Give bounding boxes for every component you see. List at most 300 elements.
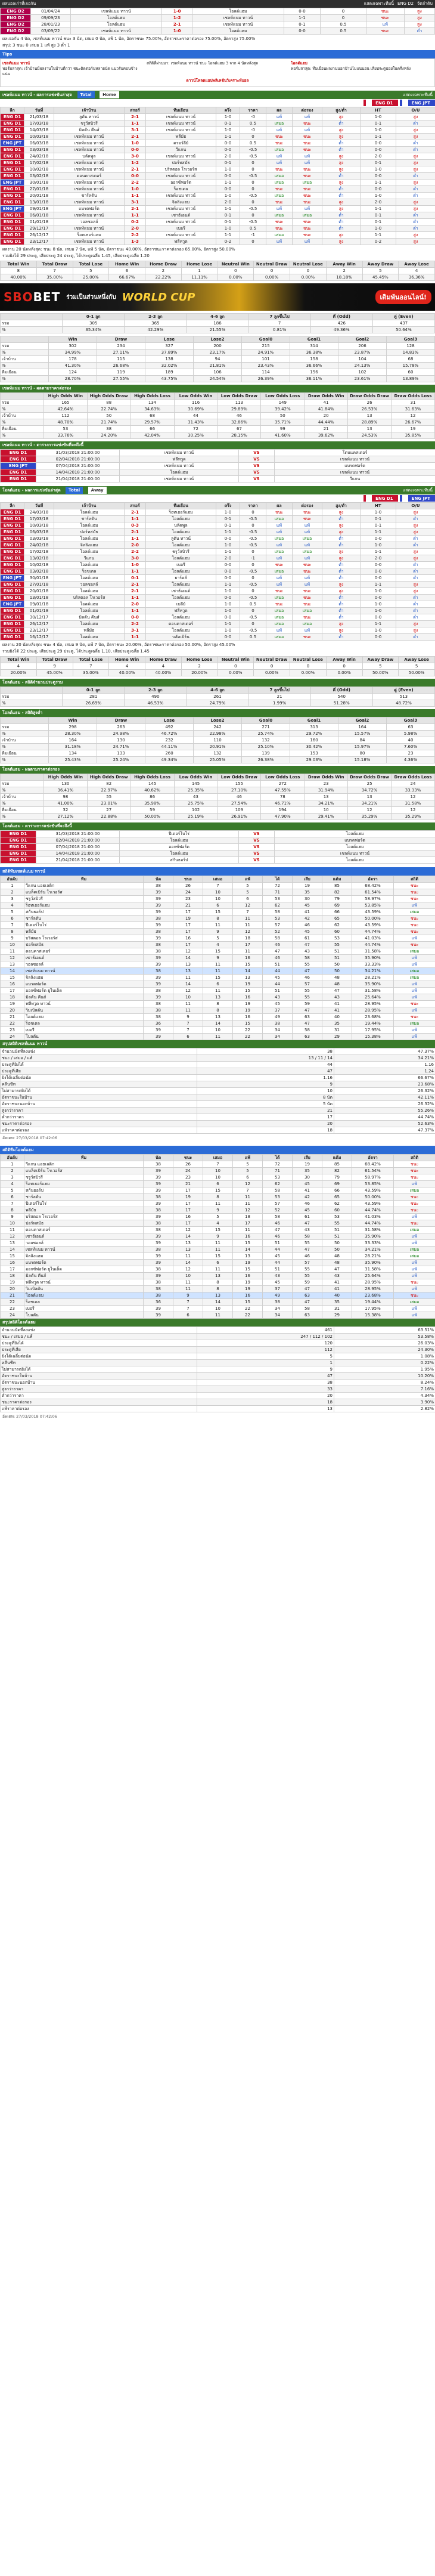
away-recent-row[interactable] <box>1 595 435 601</box>
away-recent-row[interactable] <box>1 509 435 516</box>
home-recent-cell: 0-0 <box>361 147 396 153</box>
away-recent-row[interactable] <box>1 601 435 608</box>
home-recent-cell[interactable]: ลูตัน ทาวน์ <box>54 114 125 120</box>
standings2-cell: 6 <box>203 1181 233 1188</box>
standings1-row[interactable] <box>1 1014 435 1020</box>
away-ou-cell: 20.91% <box>194 744 242 750</box>
home-recent-cell[interactable]: เชลท์แนม ทาวน์ <box>146 219 216 225</box>
standings1-row[interactable] <box>1 929 435 935</box>
tab-home-total[interactable]: Total <box>77 91 95 98</box>
home-recent-cell[interactable]: เชลท์แนม ทาวน์ <box>146 114 216 120</box>
home-next-cell[interactable]: ฟลีทวูด <box>120 456 239 463</box>
home-recent-row[interactable] <box>1 232 435 239</box>
stats2-row <box>1 1360 435 1366</box>
standings1-row[interactable] <box>1 883 435 889</box>
standings2-cell[interactable]: สกันธอร์ป <box>24 1188 144 1194</box>
home-recent-cell[interactable]: เซาธ์เอนด์ <box>146 212 216 219</box>
home-recent-row[interactable] <box>1 206 435 212</box>
standings2-cell[interactable]: ร็อชเดล <box>24 1299 144 1306</box>
standings1-cell: 38 <box>144 1007 173 1014</box>
standings1-row[interactable] <box>1 948 435 955</box>
away-recent-cell[interactable]: โอลด์แฮม <box>146 568 216 575</box>
away-next-row[interactable] <box>1 837 435 844</box>
standings1-row[interactable] <box>1 955 435 961</box>
home-recent-cell[interactable]: เชลท์แนม ทาวน์ <box>146 153 216 160</box>
standings1-cell[interactable]: ฟลีทวูด ทาวน์ <box>24 1001 144 1007</box>
away-next-row[interactable] <box>1 857 435 864</box>
standings2-cell[interactable]: ชรูว์สบิวรี <box>24 1174 144 1181</box>
away-recent-cell[interactable]: โอลด์แฮม <box>54 562 125 568</box>
home-recent-row[interactable] <box>1 173 435 180</box>
standings2-row[interactable] <box>1 1161 435 1168</box>
home-recent-cell[interactable]: พลีมัธ <box>146 134 216 140</box>
away-recent-cell[interactable]: ปอร์ทสมัธ <box>54 529 125 536</box>
home-recent-cell[interactable]: เชลท์แนม ทาวน์ <box>54 199 125 206</box>
standings1-cell[interactable]: ออกซ์ฟอร์ด ยูไนเต็ด <box>24 988 144 994</box>
standings2-cell[interactable]: ชาร์ลตัน <box>24 1194 144 1201</box>
away-recent-row[interactable] <box>1 614 435 621</box>
away-next-cell[interactable]: โอลด์แฮม <box>275 857 435 864</box>
standings2-cell[interactable]: ปีเตอร์โบโร่ <box>24 1201 144 1207</box>
home-recent-cell[interactable]: วีแกน <box>146 147 216 153</box>
away-ou-cell: 133 <box>97 750 145 757</box>
home-next-cell[interactable]: โอลด์แฮม <box>120 469 239 476</box>
h2h-cell[interactable]: เชลท์แนม ทาวน์ <box>192 15 284 21</box>
home-recent-cell[interactable]: เชลท์แนม ทาวน์ <box>54 134 125 140</box>
tab-away-total[interactable]: Total <box>66 487 83 494</box>
home-recent-only-team[interactable]: แสดงเฉพาะทีมนี้ <box>402 92 433 97</box>
standings1-cell[interactable]: ชาร์ลตัน <box>24 916 144 922</box>
standings1-row[interactable] <box>1 1034 435 1040</box>
standings2-row[interactable] <box>1 1207 435 1214</box>
home-recent-row[interactable] <box>1 212 435 219</box>
standings1-cell[interactable]: ปีเตอร์โบโร่ <box>24 922 144 929</box>
away-recent-cell[interactable]: ลูตัน ทาวน์ <box>146 536 216 542</box>
home-next-row[interactable] <box>1 456 435 463</box>
away-recent-cell[interactable]: ชาร์ลตัน <box>54 516 125 522</box>
standings2-row[interactable] <box>1 1227 435 1233</box>
home-next-cell[interactable]: วีแกน <box>275 476 435 483</box>
h2h-row[interactable] <box>1 21 435 28</box>
away-recent-cell: ENG D1 <box>1 542 24 549</box>
standings2-row[interactable] <box>1 1194 435 1201</box>
home-next-cell[interactable]: เชลท์แนม ทาวน์ <box>275 469 435 476</box>
away-recent-cell[interactable]: เบลีย์ <box>146 601 216 608</box>
home-recent-row[interactable] <box>1 219 435 225</box>
away-recent-cell[interactable]: บลัคพูล <box>146 522 216 529</box>
away-recent-row[interactable] <box>1 522 435 529</box>
standings2-cell[interactable]: พลีมัธ <box>24 1207 144 1214</box>
away-recent-cell: 0 <box>240 509 266 516</box>
away-recent-cell[interactable]: โอลด์แฮม <box>54 549 125 555</box>
home-recent-cell[interactable]: ดอนคาสเตอร์ <box>54 173 125 180</box>
away-recent-row[interactable] <box>1 529 435 536</box>
away-recent-cell[interactable]: โอลด์แฮม <box>146 614 216 621</box>
away-recent-cell[interactable]: วอลซอลล์ <box>54 582 125 588</box>
standings1-cell[interactable]: แบรดฟอร์ด <box>24 981 144 988</box>
away-next-cell[interactable]: ปีเตอร์โบโร่ <box>120 831 239 837</box>
home-recent-cell: 21/03/18 <box>24 114 54 120</box>
home-recent-cell[interactable]: เชลท์แนม ทาวน์ <box>54 140 125 147</box>
away-next-row[interactable] <box>1 851 435 857</box>
home-recent-cell[interactable]: เชลท์แนม ทาวน์ <box>54 186 125 193</box>
home-recent-cell[interactable]: เชลท์แนม ทาวน์ <box>54 225 125 232</box>
home-recent-cell[interactable]: เชลท์แนม ทาวน์ <box>54 180 125 186</box>
standings2-cell[interactable]: แบรดฟอร์ด <box>24 1260 144 1266</box>
standings1-cell[interactable]: ปอร์ทสมัธ <box>24 942 144 948</box>
away-recent-cell[interactable]: ยาร์ดส์ <box>146 575 216 582</box>
standings1-row[interactable] <box>1 1007 435 1014</box>
h2h-cell[interactable]: โอลด์แฮม <box>70 21 161 28</box>
standings2-row[interactable] <box>1 1188 435 1194</box>
away-recent-cell[interactable]: วีแกน <box>54 555 125 562</box>
away-next-cell[interactable]: โอลด์แฮม <box>275 844 435 851</box>
away-recent-cell[interactable]: โอลด์แฮม <box>146 595 216 601</box>
away-recent-row[interactable] <box>1 562 435 568</box>
home-recent-row[interactable] <box>1 186 435 193</box>
sort-option[interactable]: จัดลำดับ <box>417 1 433 6</box>
standings1-cell[interactable]: ชรูว์สบิวรี <box>24 896 144 902</box>
home-recent-cell[interactable]: ออกซ์ฟอร์ด <box>146 180 216 186</box>
home-next-cell[interactable]: โดนแคสเตอร์ <box>275 450 435 456</box>
away-recent-row[interactable] <box>1 575 435 582</box>
home-recent-cell[interactable]: เชลท์แนม ทาวน์ <box>146 120 216 127</box>
home-recent-row[interactable] <box>1 193 435 199</box>
home-league-filter-jpt[interactable]: ENG JPT <box>400 100 435 106</box>
home-recent-row[interactable] <box>1 140 435 147</box>
away-recent-cell: 0 <box>240 562 266 568</box>
away-recent-row[interactable] <box>1 627 435 634</box>
standings2-row[interactable] <box>1 1279 435 1286</box>
home-recent-cell[interactable]: เชลท์แนม ทาวน์ <box>54 160 125 166</box>
home-recent-cell: 2-1 <box>125 134 146 140</box>
league-filter[interactable]: ENG D2 <box>397 1 414 6</box>
standings1-row[interactable] <box>1 909 435 916</box>
away-recent-cell[interactable]: เบอรี <box>146 562 216 568</box>
standings1-cell[interactable]: วอลซอลล์ <box>24 961 144 968</box>
home-recent-cell[interactable]: ชรูว์สบิวรี <box>54 120 125 127</box>
standings2-cell[interactable]: วีแกน แอธเลติก <box>24 1161 144 1168</box>
home-recent-cell[interactable]: เชลท์แนม ทาวน์ <box>54 166 125 173</box>
standings1-cell[interactable]: ดอนคาสเตอร์ <box>24 948 144 955</box>
away-recent-cell[interactable]: โอลด์แฮม <box>54 634 125 641</box>
tab-home-home[interactable]: Home <box>100 91 119 98</box>
standings2-cell[interactable]: บริสตอล โรเวอร์ส <box>24 1214 144 1220</box>
away-recent-row[interactable] <box>1 634 435 641</box>
h2h-row[interactable] <box>1 28 435 35</box>
standings2-cell[interactable]: จิลลิงแฮม <box>24 1253 144 1260</box>
away-recent-cell[interactable]: เซาธ์เอนด์ <box>146 588 216 595</box>
away-recent-cell[interactable]: โอลด์แฮม <box>146 555 216 562</box>
away-next-cell[interactable]: เชลท์แนม ทาวน์ <box>275 851 435 857</box>
standings1-cell[interactable]: แบล็คเบิร์น โรเวอร์ส <box>24 889 144 896</box>
standings1-cell[interactable]: โบลตัน <box>24 1034 144 1040</box>
standings1-cell[interactable]: วีแกน แอธเลติก <box>24 883 144 889</box>
away-recent-cell[interactable]: โอลด์แฮม <box>54 536 125 542</box>
away-next-cell[interactable]: สกันธอร์ป <box>120 857 239 864</box>
h2h-cell[interactable]: เชลท์แนม ทาวน์ <box>192 21 284 28</box>
away-recent-row[interactable] <box>1 555 435 562</box>
away-recent-only-team[interactable]: แสดงเฉพาะทีมนี้ <box>402 488 433 493</box>
away-league-filter-d1[interactable]: ENG D1 <box>363 495 398 502</box>
standings1-row[interactable] <box>1 896 435 902</box>
away-recent-cell[interactable]: โอลด์แฮม <box>54 588 125 595</box>
away-recent-cell[interactable]: โอลด์แฮม <box>146 516 216 522</box>
away-recent-row[interactable] <box>1 542 435 549</box>
standings1-row[interactable] <box>1 922 435 929</box>
standings1-row[interactable] <box>1 942 435 948</box>
h2h-cell[interactable]: โอลด์แฮม <box>192 28 284 35</box>
h2h-cell[interactable]: เชลท์แนม ทาวน์ <box>70 28 161 35</box>
home-recent-cell[interactable]: ร็อชเดล <box>146 186 216 193</box>
standings2-row[interactable] <box>1 1240 435 1247</box>
standings2-row[interactable] <box>1 1286 435 1292</box>
standings2-cell[interactable]: วิมเบิลดัน <box>24 1286 144 1292</box>
standings1-row[interactable] <box>1 902 435 909</box>
standings2-row[interactable] <box>1 1306 435 1312</box>
away-recent-cell[interactable]: บลัคเบิร์น <box>146 634 216 641</box>
away-next-row[interactable] <box>1 831 435 837</box>
standings1-cell[interactable]: สกันธอร์ป <box>24 909 144 916</box>
only-this-team-toggle[interactable]: แสดงเฉพาะทีมนี้ <box>363 1 394 6</box>
home-next-row[interactable] <box>1 450 435 456</box>
home-next-cell[interactable]: เชลท์แนม ทาวน์ <box>120 476 239 483</box>
away-recent-cell[interactable]: บริสตอล โรเวอร์ส <box>54 595 125 601</box>
away-recent-cell[interactable]: โอลด์แฮม <box>54 522 125 529</box>
home-recent-cell[interactable]: เชลท์แนม ทาวน์ <box>54 239 125 245</box>
standings1-cell[interactable]: พลีมัธ <box>24 929 144 935</box>
home-recent-row[interactable] <box>1 114 435 120</box>
home-league-filter-d1[interactable]: ENG D1 <box>363 100 398 106</box>
home-next-cell[interactable]: แบรดฟอร์ด <box>275 463 435 469</box>
standings2-row[interactable] <box>1 1174 435 1181</box>
away-next-cell[interactable]: โอลด์แฮม <box>120 837 239 844</box>
standings1-row[interactable] <box>1 961 435 968</box>
home-next-cell[interactable]: เชลท์แนม ทาวน์ <box>120 463 239 469</box>
standings2-cell[interactable]: เบอรี <box>24 1306 144 1312</box>
standings2-row[interactable] <box>1 1168 435 1174</box>
home-next-row[interactable] <box>1 469 435 476</box>
standings2-row[interactable] <box>1 1181 435 1188</box>
home-recent-row[interactable] <box>1 160 435 166</box>
home-recent-cell[interactable]: เบอรี <box>146 225 216 232</box>
standings2-row[interactable] <box>1 1266 435 1273</box>
standings2-row[interactable] <box>1 1312 435 1319</box>
away-next-cell[interactable]: โอลด์แฮม <box>120 851 239 857</box>
standings2-row[interactable] <box>1 1220 435 1227</box>
away-league-filter-jpt[interactable]: ENG JPT <box>400 495 435 502</box>
standings1-row[interactable] <box>1 988 435 994</box>
away-recent-cell[interactable]: ร็อทเธอร์แฮม <box>146 509 216 516</box>
home-recent-cell[interactable]: เชลท์แนม ทาวน์ <box>146 193 216 199</box>
standings1-cell[interactable]: เชลท์แนม ทาวน์ <box>24 968 144 975</box>
away-recent-cell[interactable]: ฟลีทวูด <box>146 608 216 614</box>
away-recent-row[interactable] <box>1 568 435 575</box>
standings1-cell[interactable]: มิลตัน คีนส์ <box>24 994 144 1001</box>
standings1-cell[interactable]: ร็อชเดล <box>24 1020 144 1027</box>
h2h-row[interactable] <box>1 15 435 21</box>
away-recent-cell[interactable]: โอลด์แฮม <box>54 621 125 627</box>
away-recent-row[interactable] <box>1 516 435 522</box>
home-next-cell[interactable]: เชลท์แนม ทาวน์ <box>275 456 435 463</box>
standings2-cell[interactable]: โบลตัน <box>24 1312 144 1319</box>
home-recent-cell: 0 <box>240 186 266 193</box>
standings2-row[interactable] <box>1 1247 435 1253</box>
home-next-row[interactable] <box>1 463 435 469</box>
h2h-cell[interactable]: เชลท์แนม ทาวน์ <box>70 8 161 15</box>
home-odds-cell: 41.84% <box>304 406 348 413</box>
tips-app-link[interactable]: ดาวน์โหลดแอปพลิเคชันวิเคราะห์บอล <box>186 78 249 83</box>
home-recent-cell[interactable]: บริสตอล โรเวอร์ส <box>146 166 216 173</box>
standings1-row[interactable] <box>1 975 435 981</box>
away-next-cell[interactable]: ออกซ์ฟอร์ด <box>120 844 239 851</box>
standings2-cell[interactable]: เซาธ์เอนด์ <box>24 1233 144 1240</box>
standings2-row[interactable] <box>1 1201 435 1207</box>
home-recent-row[interactable] <box>1 153 435 160</box>
home-recent-cell[interactable]: มิลตัน คีนส์ <box>54 127 125 134</box>
away-recent-cell[interactable]: ดอนคาสเตอร์ <box>146 621 216 627</box>
h2h-cell[interactable]: โอลด์แฮม <box>70 15 161 21</box>
away-recent-cell[interactable]: โอลด์แฮม <box>146 627 216 634</box>
standings2-cell[interactable]: ปอร์ทสมัธ <box>24 1220 144 1227</box>
home-recent-row[interactable] <box>1 147 435 153</box>
away-recent-cell: 1-0 <box>216 542 240 549</box>
tab-away-away[interactable]: Away <box>88 487 107 494</box>
away-recent-row[interactable] <box>1 582 435 588</box>
home-recent-cell[interactable]: วอลซอลล์ <box>54 219 125 225</box>
home-recent-row[interactable] <box>1 225 435 232</box>
standings1-row[interactable] <box>1 889 435 896</box>
away-recent-cell[interactable]: ชรูว์สบิวรี <box>146 549 216 555</box>
standings1-row[interactable] <box>1 935 435 942</box>
standings1-row[interactable] <box>1 1027 435 1034</box>
home-recent-row[interactable] <box>1 127 435 134</box>
sbobet-banner[interactable] <box>0 283 435 311</box>
standings2-cell[interactable]: ร็อทเธอร์แฮม <box>24 1181 144 1188</box>
home-recent-cell[interactable]: ครอว์ลีย์ <box>146 140 216 147</box>
standings2-row[interactable] <box>1 1260 435 1266</box>
home-recent-row[interactable] <box>1 134 435 140</box>
banner-cta-button[interactable]: เดิมพันออนไลน์! <box>375 290 431 304</box>
home-recent-cell[interactable]: เชลท์แนม ทาวน์ <box>146 127 216 134</box>
standings1-cell: 7 <box>233 909 263 916</box>
away-recent-cell[interactable]: โอลด์แฮม <box>54 509 125 516</box>
home-recent-cell[interactable]: บลัคพูล <box>54 153 125 160</box>
away-recent-cell[interactable]: จิลลิงแฮม <box>54 542 125 549</box>
away-next-cell[interactable]: แบรดฟอร์ด <box>275 837 435 844</box>
home-recent-col-2: เจ้าบ้าน <box>54 107 125 114</box>
home-recent-cell: ชนะ <box>293 173 322 180</box>
home-recent-cell[interactable]: ปอร์ทสมัธ <box>146 160 216 166</box>
away-recent-cell[interactable]: พลีมัธ <box>54 627 125 634</box>
standings2-row[interactable] <box>1 1292 435 1299</box>
away-recent-cell[interactable]: โอลด์แฮม <box>54 608 125 614</box>
standings1-row[interactable] <box>1 981 435 988</box>
standings2-cell[interactable]: เชลท์แนม ทาวน์ <box>24 1247 144 1253</box>
home-recent-row[interactable] <box>1 180 435 186</box>
standings1-row[interactable] <box>1 1020 435 1027</box>
standings1-cell[interactable]: โอลด์แฮม <box>24 1014 144 1020</box>
away-next-cell[interactable]: โอลด์แฮม <box>275 831 435 837</box>
home-recent-cell[interactable]: แบรดฟอร์ด <box>54 206 125 212</box>
standings1-row[interactable] <box>1 916 435 922</box>
home-recent-cell[interactable]: ชาร์ลตัน <box>54 193 125 199</box>
stats1-cell: 9 <box>197 1081 334 1088</box>
away-recent-row[interactable] <box>1 621 435 627</box>
standings2-cell: แพ้ <box>394 1286 435 1292</box>
home-ou-col-0 <box>1 336 49 343</box>
standings2-row[interactable] <box>1 1273 435 1279</box>
away-recent-cell[interactable]: โอลด์แฮม <box>146 529 216 536</box>
home-recent-cell[interactable]: เชลท์แนม ทาวน์ <box>146 173 216 180</box>
standings1-row[interactable] <box>1 968 435 975</box>
away-recent-row[interactable] <box>1 549 435 555</box>
home-recent-row[interactable] <box>1 166 435 173</box>
standings2-cell[interactable]: วอลซอลล์ <box>24 1240 144 1247</box>
home-recent-cell[interactable]: ร็อทเธอร์แฮม <box>54 232 125 239</box>
standings1-cell[interactable]: เบอรี <box>24 1027 144 1034</box>
home-next-row[interactable] <box>1 476 435 483</box>
standings2-row[interactable] <box>1 1253 435 1260</box>
standings2-cell[interactable]: ดอนคาสเตอร์ <box>24 1227 144 1233</box>
standings1-cell[interactable]: บริสตอล โรเวอร์ส <box>24 935 144 942</box>
home-recent-cell[interactable]: จิลลิงแฮม <box>146 199 216 206</box>
standings1-row[interactable] <box>1 994 435 1001</box>
away-recent-cell[interactable]: โอลด์แฮม <box>54 575 125 582</box>
home-recent-row[interactable] <box>1 239 435 245</box>
home-next-cell[interactable]: เชลท์แนม ทาวน์ <box>120 450 239 456</box>
standings2-cell[interactable]: โอลด์แฮม <box>24 1292 144 1299</box>
standings1-cell[interactable]: วิมเบิลดัน <box>24 1007 144 1014</box>
home-recent-cell[interactable]: เชลท์แนม ทาวน์ <box>54 212 125 219</box>
away-recent-cell[interactable]: โอลด์แฮม <box>146 542 216 549</box>
away-next-row[interactable] <box>1 844 435 851</box>
standings1-cell[interactable]: ร็อทเธอร์แฮม <box>24 902 144 909</box>
away-recent-row[interactable] <box>1 536 435 542</box>
standings2-cell: 49 <box>263 1292 293 1299</box>
away-recent-cell[interactable]: มิลตัน คีนส์ <box>54 614 125 621</box>
standings2-cell[interactable]: ออกซ์ฟอร์ด ยูไนเต็ด <box>24 1266 144 1273</box>
h2h-row[interactable] <box>1 8 435 15</box>
home-totals-cell: 0 <box>290 268 327 274</box>
away-recent-cell[interactable]: ร็อชเดล <box>54 568 125 575</box>
away-recent-row[interactable] <box>1 608 435 614</box>
home-recent-cell[interactable]: ฟลีทวูด <box>146 239 216 245</box>
home-recent-row[interactable] <box>1 120 435 127</box>
standings2-row[interactable] <box>1 1214 435 1220</box>
stats2-row <box>1 1406 435 1412</box>
standings2-cell[interactable]: ฟลีทวูด ทาวน์ <box>24 1279 144 1286</box>
standings2-cell[interactable]: มิลตัน คีนส์ <box>24 1273 144 1279</box>
home-recent-cell: ต่ำ <box>322 193 361 199</box>
away-recent-row[interactable] <box>1 588 435 595</box>
away-recent-cell[interactable]: โอลด์แฮม <box>54 601 125 608</box>
h2h-cell[interactable]: โอลด์แฮม <box>192 8 284 15</box>
home-recent-cell[interactable]: เชลท์แนม ทาวน์ <box>54 147 125 153</box>
home-recent-row[interactable] <box>1 199 435 206</box>
standings1-row[interactable] <box>1 1001 435 1007</box>
standings2-row[interactable] <box>1 1299 435 1306</box>
home-recent-cell[interactable]: เชลท์แนม ทาวน์ <box>146 206 216 212</box>
standings2-row[interactable] <box>1 1233 435 1240</box>
standings2-cell[interactable]: แบล็คเบิร์น โรเวอร์ส <box>24 1168 144 1174</box>
standings1-cell[interactable]: จิลลิงแฮม <box>24 975 144 981</box>
away-ou-cell: 492 <box>145 724 194 731</box>
away-recent-cell[interactable]: โอลด์แฮม <box>146 582 216 588</box>
standings1-cell: ชนะ <box>394 896 435 902</box>
home-recent-cell[interactable]: เชลท์แนม ทาวน์ <box>146 232 216 239</box>
standings1-cell[interactable]: เซาธ์เอนด์ <box>24 955 144 961</box>
